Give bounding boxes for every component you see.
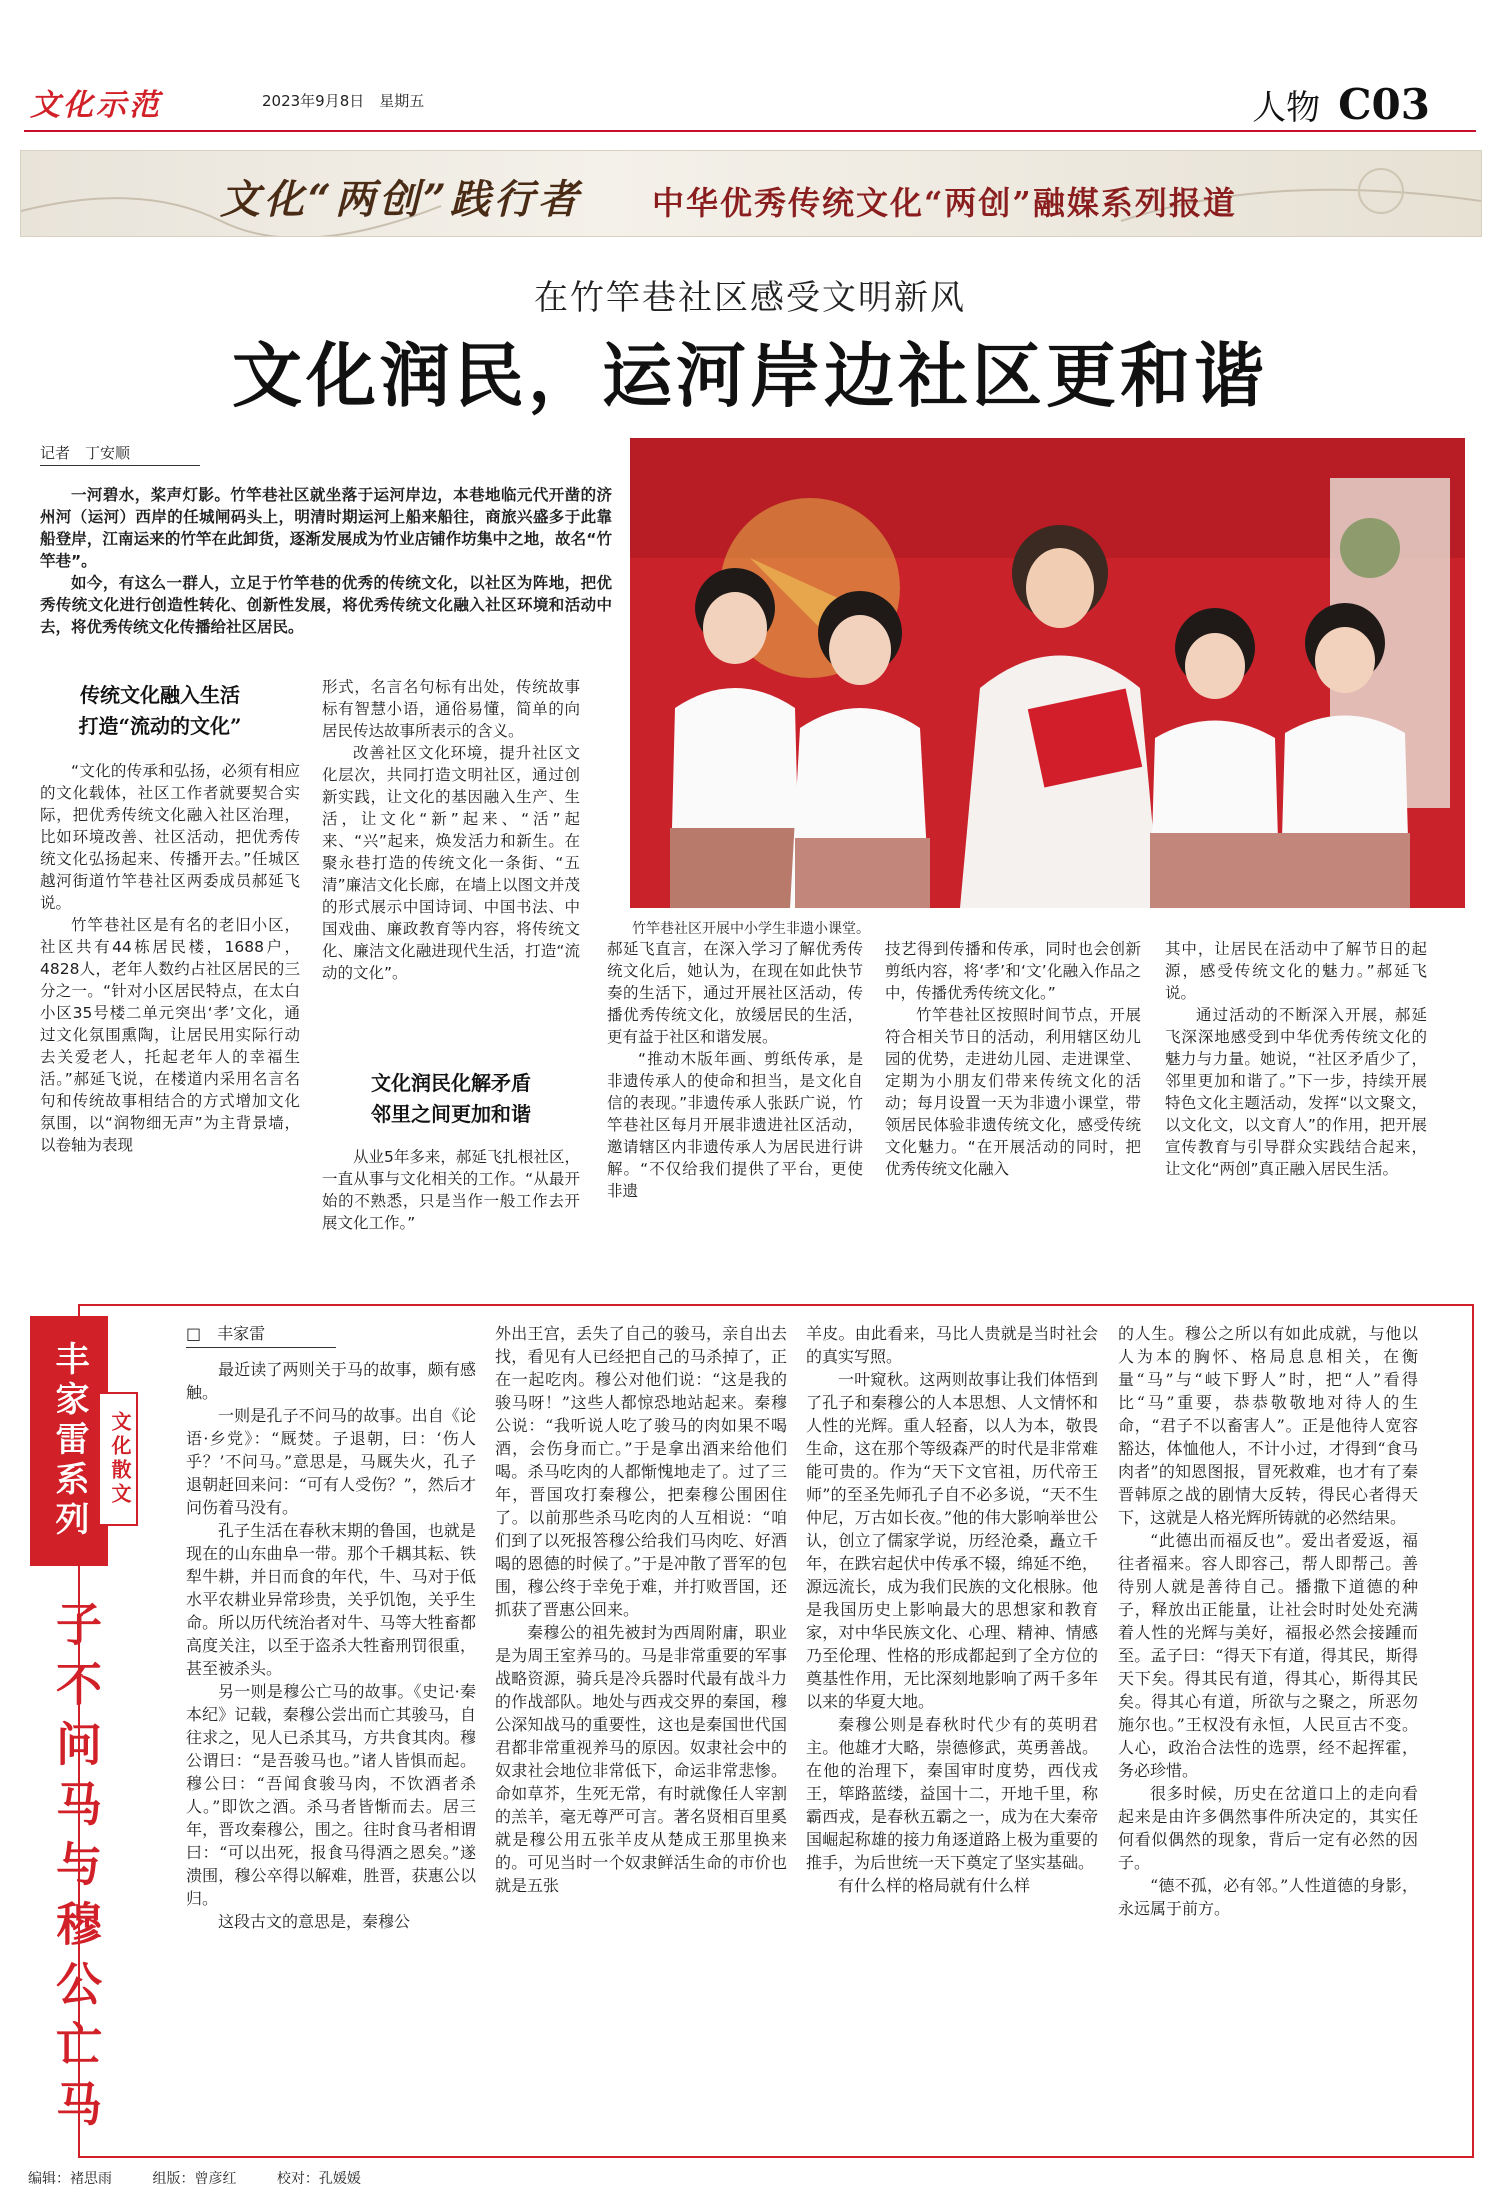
lead-paragraph: 如今，有这么一群人，立足于竹竿巷的优秀的传统文化，以社区为阵地，把优秀传统文化进行创造性转化、创新性发展，将优秀传统文化融入社区环境和活动中去，将优秀传统文化传播给社区居民。 bbox=[40, 574, 612, 636]
banner-series-subtitle: 中华优秀传统文化“两创”融媒系列报道 bbox=[652, 184, 1237, 222]
essay-paragraph: 孔子生活在春秋末期的鲁国，也就是现在的山东曲阜一带。那个千耦其耘、铁犁牛耕，并日而食的年代，牛、马对于低水平农耕业异常珍贵，关乎饥饱，关乎生命。所以历代统治者对牛、马等大牲畜都高度关注，以至于盗杀大牲畜刑罚很重，甚至被杀头。 bbox=[186, 1521, 476, 1678]
article-column-5 bbox=[1165, 938, 1427, 1180]
section-header bbox=[1252, 80, 1430, 129]
issue-date: 2023年9月8日 星期五 bbox=[262, 92, 425, 110]
essay-column-2 bbox=[495, 1322, 787, 1897]
subhead-line: 传统文化融入生活 bbox=[80, 683, 240, 707]
article-column-1 bbox=[40, 760, 300, 1156]
essay-title: 子不问马与穆公亡马 bbox=[49, 1600, 103, 2140]
essay-paragraph: 外出王宫，丢失了自己的骏马，亲自出去找，看见有人已经把自己的马杀掉了，正在一起吃肉。穆公对他们说：“这是我的骏马呀！”这些人都惊恐地站起来。秦穆公说：“我听说人吃了骏马的肉如果不喝酒，会伤身而亡。”于是拿出酒来给他们喝。杀马吃肉的人都惭愧地走了。过了三年，晋国攻打秦穆公，把秦穆公围困住了。以前那些杀马吃肉的人互相说：“咱们到了以死报答穆公给我们马肉吃、好酒喝的恩德的时候了。”于是冲散了晋军的包围，穆公终于幸免于难，并打败晋国，还抓获了晋惠公回来。 bbox=[495, 1324, 787, 1619]
essay-sub-series-tag: 文化散文 bbox=[98, 1392, 138, 1526]
subhead-1 bbox=[40, 680, 280, 742]
subhead-2 bbox=[322, 1068, 580, 1130]
essay-paragraph: “此德出而福反也”。爱出者爱返，福往者福来。容人即容己，帮人即帮己。善待别人就是善待自己。播撒下道德的种子，释放出正能量，让社会时时处处充满着人性的光辉与美好，福报必然会接踵而至。孟子曰：“得天下有道，得其民，斯得天下矣。得其民有道，得其心，斯得其民矣。得其心有道，所欲与之聚之，所恶勿施尔也。”王权没有永恒，人民亘古不变。人心，政治合法性的选票，经不起挥霍，务必珍惜。 bbox=[1118, 1531, 1418, 1780]
lead-paragraph: 一河碧水，桨声灯影。竹竿巷社区就坐落于运河岸边，本巷地临元代开凿的济州河（运河）西岸的任城闸码头上，明清时期运河上船来船往，商旅兴盛多于此靠船登岸，江南运来的竹竿在此卸货，逐渐发展成为竹业店铺作坊集中之地，故名“竹竿巷”。 bbox=[40, 486, 612, 570]
footer-proof: 校对：孔媛媛 bbox=[276, 2171, 361, 2187]
essay-paragraph: 这段古文的意思是，秦穆公 bbox=[218, 1912, 411, 1931]
article-column-2 bbox=[322, 676, 580, 984]
body-paragraph: 其中，让居民在活动中了解节日的起源，感受传统文化的魅力。”郝延飞说。 bbox=[1165, 940, 1427, 1002]
article-column-3 bbox=[607, 938, 863, 1202]
subhead-line: 打造“流动的文化” bbox=[78, 714, 242, 738]
body-paragraph: “推动木版年画、剪纸传承，是非遗传承人的使命和担当，是文化自信的表现。”非遗传承人张跃广说，竹竿巷社区每月开展非遗进社区活动，邀请辖区内非遗传承人为居民进行讲解。“不仅给我们提供了平台，更使非遗 bbox=[607, 1050, 863, 1200]
article-headline: 文化润民，运河岸边社区更和谐 bbox=[232, 334, 1268, 417]
essay-column-4 bbox=[1118, 1322, 1418, 1920]
essay-paragraph: 很多时候，历史在岔道口上的走向看起来是由许多偶然事件所决定的，其实任何看似偶然的现象，背后一定有必然的因子。 bbox=[1118, 1784, 1418, 1872]
article-column-4 bbox=[885, 938, 1141, 1180]
body-paragraph: 形式，名言名句标有出处，传统故事标有智慧小语，通俗易懂，简单的向居民传达故事所表示的含义。 bbox=[322, 678, 580, 740]
body-paragraph: “文化的传承和弘扬，必须有相应的文化载体，社区工作者就要契合实际，把优秀传统文化融入社区治理，比如环境改善、社区活动，把优秀传统文化弘扬起来、传播开去。”任城区越河街道竹竿巷社区两委成员郝延飞说。 bbox=[40, 762, 300, 912]
essay-series-tag: 丰家雷系列 bbox=[30, 1316, 108, 1566]
body-paragraph: 技艺得到传播和传承，同时也会创新剪纸内容，将‘孝’和‘文’化融入作品之中，传播优秀传统文化。” bbox=[885, 940, 1141, 1002]
subhead-line: 邻里之间更加和谐 bbox=[371, 1102, 531, 1126]
body-paragraph: 竹竿巷社区是有名的老旧小区，社区共有44栋居民楼，1688户，4828人，老年人数约占社区居民的三分之一。“针对小区居民特点，在太白小区35号楼二单元突出‘孝’文化，通过文化氛围熏陶，让居民用实际行动去关爱老人，托起老年人的幸福生活。”郝延飞说，在楼道内采用名言名句和传统故事相结合的方式增加文化氛围，以“润物细无声”为主背景墙，以卷轴为表现 bbox=[40, 916, 300, 1154]
essay-paragraph: 羊皮。由此看来，马比人贵就是当时社会的真实写照。 bbox=[806, 1324, 1098, 1366]
article-column-2b bbox=[322, 1146, 580, 1234]
article-kicker: 在竹竿巷社区感受文明新风 bbox=[534, 278, 966, 318]
essay-paragraph: 另一则是穆公亡马的故事。《史记·秦本纪》记载，秦穆公尝出而亡其骏马，自往求之，见人已杀其马，方共食其肉。穆公谓曰：“是吾骏马也。”诸人皆惧而起。穆公曰：“吾闻食骏马肉，不饮酒者杀人。”即饮之酒。杀马者皆惭而去。居三年，晋攻秦穆公，围之。往时食马者相谓曰：“可以出死，报食马得酒之恩矣。”遂溃围，穆公卒得以解难，胜晋，获惠公以归。 bbox=[186, 1682, 476, 1908]
page-footer bbox=[28, 2168, 397, 2188]
photo-caption: 竹竿巷社区开展中小学生非遗小课堂。 bbox=[632, 921, 870, 937]
essay-column-1 bbox=[186, 1322, 476, 1933]
body-paragraph: 郝延飞直言，在深入学习了解优秀传统文化后，她认为，在现在如此快节奏的生活下，通过开展社区活动，传播优秀传统文化，放缓居民的生活，更有益于社区和谐发展。 bbox=[607, 940, 863, 1046]
newspaper-logo: 文化示范 bbox=[30, 88, 162, 123]
essay-paragraph: 秦穆公的祖先被封为西周附庸，职业是为周王室养马的。马是非常重要的军事战略资源，骑兵是冷兵器时代最有战斗力的作战部队。地处与西戎交界的秦国，穆公深知战马的重要性，这也是秦国世代国君都非常重视养马的原因。奴隶社会中的奴隶社会地位非常低下，命运非常悲惨。命如草芥，生死无常，有时就像任人宰割的羔羊，毫无尊严可言。著名贤相百里奚就是穆公用五张羊皮从楚成王那里换来的。可见当时一个奴隶鲜活生命的市价也就是五张 bbox=[495, 1623, 787, 1895]
article-photo bbox=[630, 438, 1465, 908]
essay-paragraph: 秦穆公则是春秋时代少有的英明君主。他雄才大略，崇德修武，英勇善战。在他的治理下，秦国审时度势，西伐戎王，筚路蓝缕，益国十二，开地千里，称霸西戎，是春秋五霸之一，成为在大秦帝国崛起称雄的接力角逐道路上极为重要的推手，为后世统一天下奠定了坚实基础。 bbox=[806, 1715, 1098, 1872]
article-lead bbox=[40, 484, 612, 638]
footer-layout: 组版：曾彦红 bbox=[152, 2171, 237, 2187]
section-name: 人物 bbox=[1252, 88, 1321, 128]
page-number: C03 bbox=[1338, 80, 1430, 129]
subhead-line: 文化润民化解矛盾 bbox=[371, 1071, 531, 1095]
body-paragraph: 改善社区文化环境，提升社区文化层次，共同打造文明社区，通过创新实践，让文化的基因融入生产、生活，让文化“新”起来、“活”起来、“兴”起来，焕发活力和新生。在聚永巷打造的传统文化一条街、“五清”廉洁文化长廊，在墙上以图文并茂的形式展示中国诗词、中国书法、中国戏曲、廉政教育等内容，将传统文化、廉洁文化融进现代生活，打造“流动的文化”。 bbox=[322, 744, 580, 982]
essay-paragraph: 最近读了两则关于马的故事，颇有感触。 bbox=[186, 1360, 476, 1402]
essay-paragraph: 的人生。穆公之所以有如此成就，与他以人为本的胸怀、格局息息相关，在衡量“马”与“岐下野人”时，把“人”看得比“马”重要，恭恭敬敬地对待人的生命，“君子不以畜害人”。正是他待人宽容豁达，体恤他人，不计小过，才得到“食马肉者”的知恩图报，冒死救难，也才有了秦晋韩原之战的剧情大反转，得民心者得天下，这就是人格光辉所铸就的必然结果。 bbox=[1118, 1324, 1418, 1527]
essay-paragraph: 一叶窥秋。这两则故事让我们体悟到了孔子和秦穆公的人本思想、人文情怀和人性的光辉。重人轻畜，以人为本，敬畏生命，这在那个等级森严的时代是非常难能可贵的。作为“天下文官祖，历代帝王师”的至圣先师孔子自不必多说，“天不生仲尼，万古如长夜。”他的伟大影响举世公认，创立了儒家学说，历经沧桑，矗立千年，在跌宕起伏中传承不辍，绵延不绝，源远流长，成为我们民族的文化根脉。他是我国历史上影响最大的思想家和教育家，对中华民族文化、心理、精神、情感乃至伦理、性格的形成都起到了全方位的奠基性作用，无比深刻地影响了两千多年以来的华夏大地。 bbox=[806, 1370, 1098, 1711]
essay-paragraph: 一则是孔子不问马的故事。出自《论语·乡党》：“厩焚。子退朝，曰：‘伤人乎？’不问马。”意思是，马厩失火，孔子退朝赶回来问：“可有人受伤？”，然后才问伤着马没有。 bbox=[186, 1406, 476, 1517]
body-paragraph: 竹竿巷社区按照时间节点，开展符合相关节日的活动，利用辖区幼儿园的优势，走进幼儿园、走进课堂、定期为小朋友们带来传统文化的活动；每月设置一天为非遗小课堂，带领居民体验非遗传统文化，感受传统文化魅力。“在开展活动的同时，把优秀传统文化融入 bbox=[885, 1006, 1141, 1178]
essay-author: □ 丰家雷 bbox=[186, 1322, 336, 1348]
footer-editor: 编辑：褚思雨 bbox=[28, 2171, 112, 2187]
masthead-rule bbox=[24, 130, 1476, 132]
banner-series-title: 文化“两创”践行者 bbox=[220, 176, 583, 223]
body-paragraph: 从业5年多来，郝延飞扎根社区，一直从事与文化相关的工作。“从最开始的不熟悉，只是当作一般工作去开展文化工作。” bbox=[322, 1148, 580, 1232]
body-paragraph: 通过活动的不断深入开展，郝延飞深深地感受到中华优秀传统文化的魅力与力量。她说，“社区矛盾少了，邻里更加和谐了。”下一步，持续开展特色文化主题活动，发挥“以文聚文，以文化文，以文育人”的作用，把开展宣传教育与引导群众实践结合起来，让文化“两创”真正融入居民生活。 bbox=[1165, 1006, 1427, 1178]
essay-paragraph: 有什么样的格局就有什么样 bbox=[838, 1876, 1031, 1895]
article-byline: 记者 丁安顺 bbox=[40, 442, 200, 466]
essay-paragraph: “德不孤，必有邻。”人性道德的身影，永远属于前方。 bbox=[1118, 1876, 1418, 1918]
essay-column-3 bbox=[806, 1322, 1098, 1897]
children-reading-photo bbox=[630, 438, 1465, 908]
